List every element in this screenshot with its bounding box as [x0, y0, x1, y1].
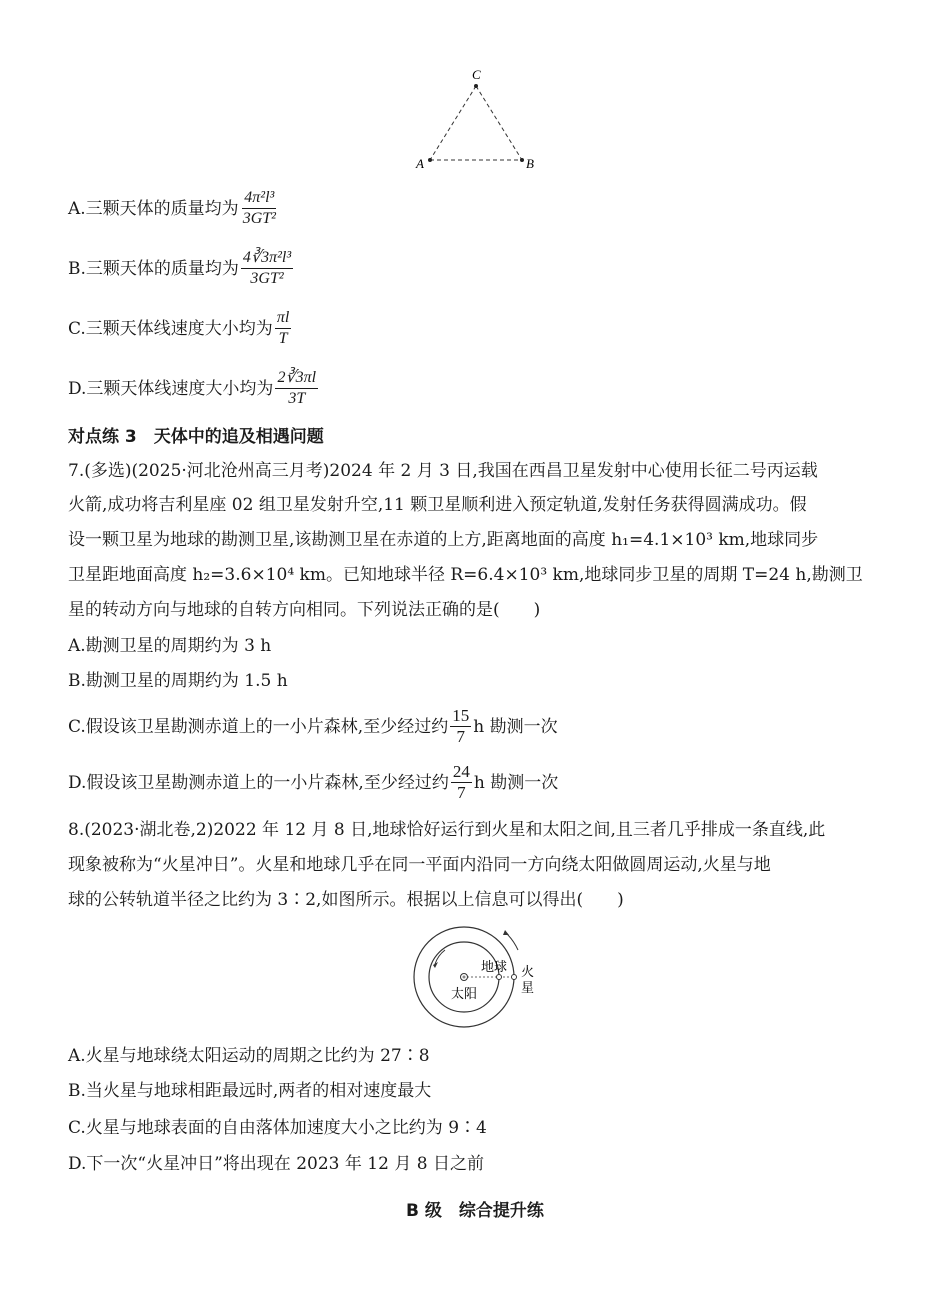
q6-option-b [68, 248, 888, 289]
q8-stem-line-1: 8.(2023·湖北卷,2)2022 年 12 月 8 日,地球恰好运行到火星和太阳之间,且三者几乎排成一条直线,此 [68, 820, 826, 840]
point-c [474, 84, 478, 88]
q6-option-b-text: B.三颗天体的质量均为 [68, 258, 239, 279]
q6-option-a-denominator: 3GT² [242, 210, 276, 227]
q7-stem-line-4: 卫星距地面高度 h₂=3.6×10⁴ km。已知地球半径 R=6.4×10³ km,地球同步卫星的周期 T=24 h,勘测卫 [68, 565, 863, 585]
q7-stem-line-5: 星的转动方向与地球的自转方向相同。下列说法正确的是( ) [68, 600, 541, 620]
label-c: C [472, 67, 481, 82]
q7-option-d-fraction [451, 762, 472, 803]
sun-label: 太阳 [451, 986, 478, 1001]
q7-option-c-text: C.假设该卫星勘测赤道上的一小片森林,至少经过约 [68, 716, 449, 737]
q8-option-c: C.火星与地球表面的自由落体加速度大小之比约为 9∶4 [68, 1118, 487, 1138]
q7-option-d [68, 762, 888, 803]
q6-option-b-denominator: 3GT² [250, 270, 284, 287]
mars-arrowhead [503, 930, 509, 935]
q6-option-a [68, 188, 888, 229]
q6-option-c-fraction [275, 308, 291, 349]
q7-option-d-suffix: h 勘测一次 [473, 772, 559, 793]
orbit-figure [405, 920, 555, 1035]
q7-option-c-fraction [450, 706, 471, 747]
mars-label-2: 星 [521, 980, 535, 995]
earth-icon [497, 975, 502, 980]
q7-option-c-denominator: 7 [456, 727, 465, 746]
q6-option-c-text: C.三颗天体线速度大小均为 [68, 318, 273, 339]
q6-option-a-fraction [241, 188, 278, 229]
sun-core [463, 976, 466, 979]
q6-option-d-text: D.三颗天体线速度大小均为 [68, 378, 274, 399]
point-a [428, 158, 432, 162]
label-b: B [526, 156, 534, 171]
q6-option-a-numerator: 4π²l³ [242, 188, 276, 209]
section-3-title: 对点练 3 天体中的追及相遇问题 [68, 427, 324, 447]
q6-option-d-numerator: 2∛3πl [275, 368, 318, 389]
q7-option-d-denominator: 7 [457, 783, 466, 802]
q7-stem-line-2: 火箭,成功将吉利星座 02 组卫星发射升空,11 颗卫星顺利进入预定轨道,发射任务获得圆满成功。假 [68, 495, 807, 515]
label-a: A [416, 156, 424, 171]
q7-option-d-text: D.假设该卫星勘测赤道上的一小片森林,至少经过约 [68, 772, 449, 793]
triangle-side-ca [430, 86, 476, 160]
q8-option-d: D.下一次“火星冲日”将出现在 2023 年 12 月 8 日之前 [68, 1154, 484, 1174]
q6-option-c-numerator: πl [275, 308, 291, 329]
q7-option-c-suffix: h 勘测一次 [473, 716, 558, 737]
triangle-side-cb [476, 86, 522, 160]
q6-option-d [68, 368, 888, 409]
q7-option-d-numerator: 24 [452, 762, 470, 781]
q7-option-c [68, 706, 888, 747]
q6-option-b-fraction [241, 248, 293, 289]
q6-option-d-denominator: 3T [288, 390, 306, 407]
q7-option-b: B.勘测卫星的周期约为 1.5 h [68, 671, 288, 691]
earth-label: 地球 [481, 959, 508, 974]
q8-option-a: A.火星与地球绕太阳运动的周期之比约为 27∶8 [68, 1046, 430, 1066]
q8-stem-line-3: 球的公转轨道半径之比约为 3∶2,如图所示。根据以上信息可以得出( ) [68, 890, 624, 910]
q6-option-c [68, 308, 888, 349]
q7-stem-line-1: 7.(多选)(2025·河北沧州高三月考)2024 年 2 月 3 日,我国在西昌卫星发射中心使用长征二号丙运载 [68, 461, 818, 481]
point-b [520, 158, 524, 162]
q6-option-b-numerator: 4∛3π²l³ [241, 248, 293, 269]
mars-label-1: 火 [521, 964, 535, 979]
q7-option-a: A.勘测卫星的周期约为 3 h [68, 636, 272, 656]
q7-option-c-numerator: 15 [452, 706, 470, 725]
q6-option-c-denominator: T [278, 330, 288, 347]
mars-icon [512, 975, 517, 980]
q8-stem-line-2: 现象被称为“火星冲日”。火星和地球几乎在同一平面内沿同一方向绕太阳做圆周运动,火星与地 [68, 855, 771, 875]
q6-option-d-fraction [275, 368, 318, 409]
q7-stem-line-3: 设一颗卫星为地球的勘测卫星,该勘测卫星在赤道的上方,距离地面的高度 h₁=4.1×10³ km,地球同步 [68, 530, 819, 550]
q6-option-a-text: A.三颗天体的质量均为 [68, 198, 239, 219]
q8-option-b: B.当火星与地球相距最远时,两者的相对速度最大 [68, 1081, 432, 1101]
triangle-figure [410, 64, 545, 174]
section-b-title: B 级 综合提升练 [406, 1201, 544, 1221]
